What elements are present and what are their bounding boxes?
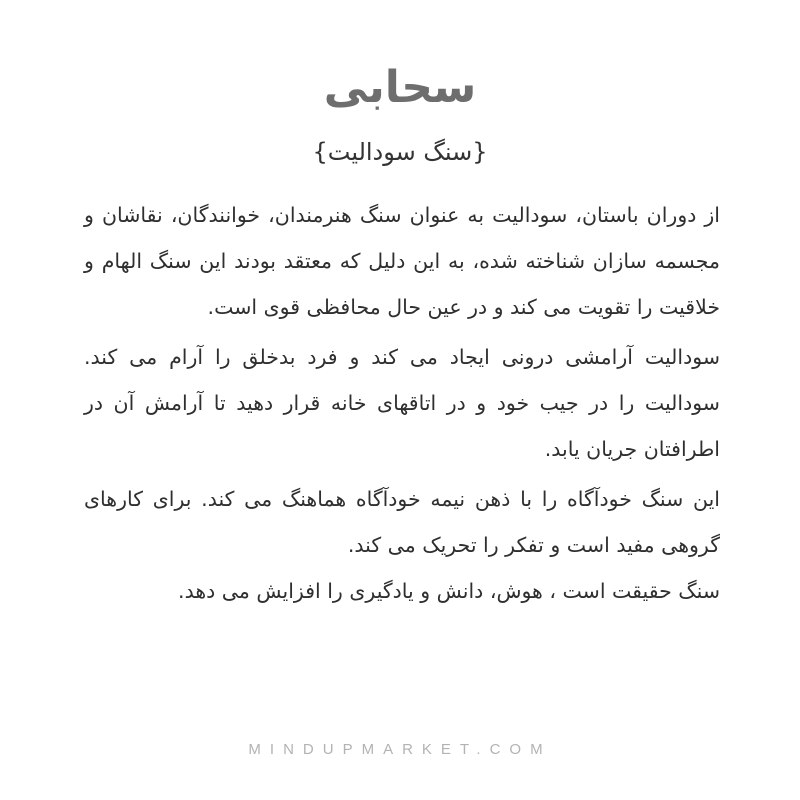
paragraph-4: سنگ حقیقت است ، هوش، دانش و یادگیری را افزایش می دهد. (178, 579, 720, 603)
footer-website: MINDUPMARKET.COM (248, 741, 552, 758)
page-subtitle: {سنگ سودالیت} (312, 138, 488, 166)
paragraph-2: سودالیت آرامشی درونی ایجاد می کند و فرد بدخلق را آرام می کند. سودالیت را در جیب خود و در اتاقهای خانه قرار دهید تا آرامش آن در اطرافتان جریان یابد. (84, 345, 720, 461)
paragraph-3: این سنگ خودآگاه را با ذهن نیمه خودآگاه هماهنگ می کند. برای کارهای گروهی مفید است و تفکر را تحریک می کند. (84, 487, 720, 557)
page-title: سحابی (323, 62, 477, 113)
body-text (84, 192, 720, 614)
paragraph-1: از دوران باستان، سودالیت به عنوان سنگ هنرمندان، خوانندگان، نقاشان و مجسمه سازان شناخته شده، به این دلیل که معتقد بودند این سنگ الهام و خلاقیت را تقویت می کند و در عین حال محافظی قوی است. (84, 203, 720, 319)
